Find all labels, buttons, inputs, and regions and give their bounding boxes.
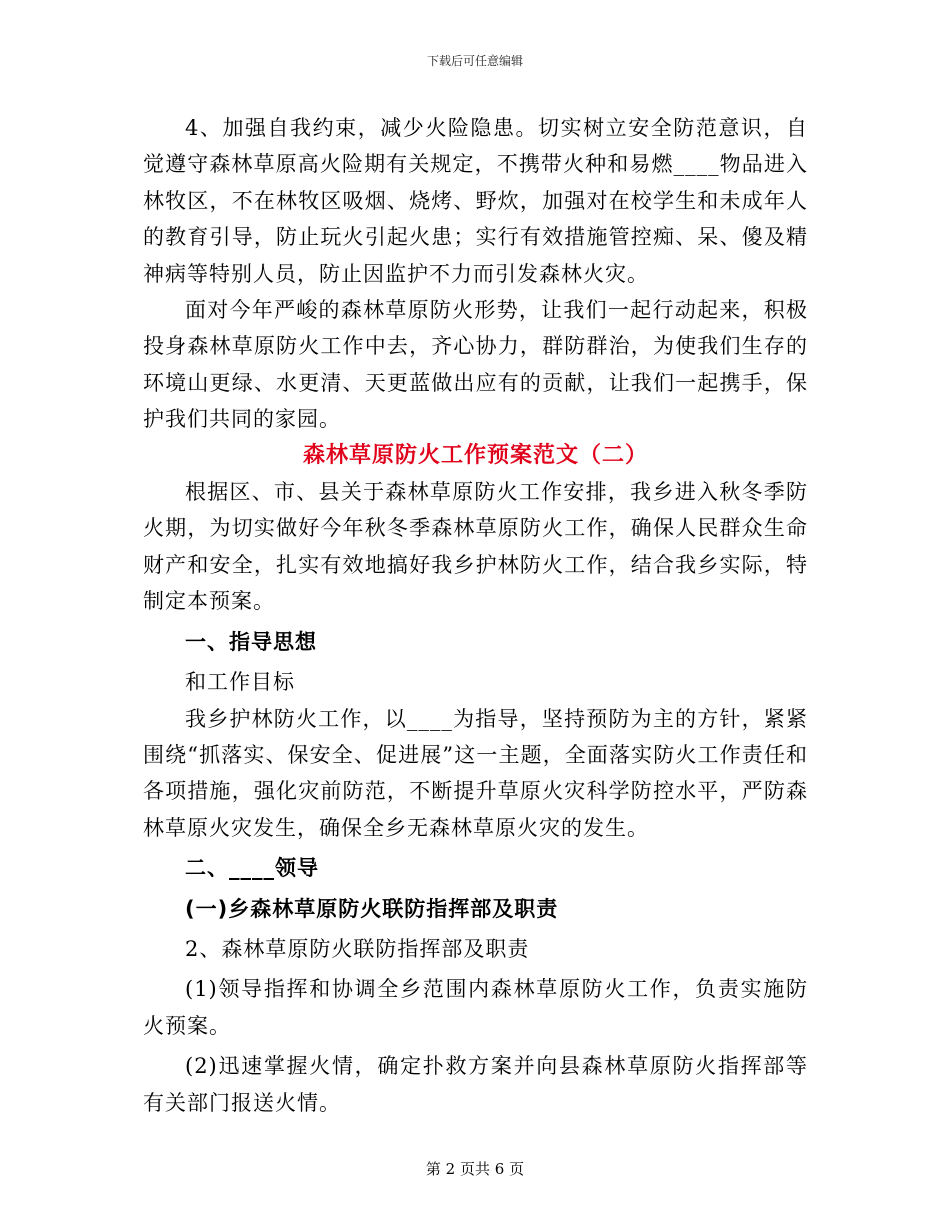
paragraph-command-post-duties: 2、森林草原防火联防指挥部及职责 — [185, 936, 530, 961]
paragraph-duty-2: (2)迅速掌握火情，确定扑救方案并向县森林草原防火指挥部等有关部门报送火情。 — [143, 1054, 808, 1115]
paragraph-self-discipline: 4、加强自我约束，减少火险隐患。切实树立安全防范意识，自觉遵守森林草原高火险期有关规定，不携带火种和易燃____物品进入林牧区，不在林牧区吸烟、烧烤、野炊，加强对在校学生和未成年人的教育引导，防止玩火引起火患；实行有效措施管控痴、呆、傻及精神病等特别人员，防止因监护不力而引发森林火灾。 — [143, 116, 808, 286]
page-number: 第 2 页共 6 页 — [425, 1160, 525, 1178]
section-title: 森林草原防火工作预案范文（二） — [302, 442, 648, 468]
heading-guiding-thought: 一、指导思想 — [185, 629, 317, 654]
heading-command-post: (一)乡森林草原防火联防指挥部及职责 — [185, 896, 559, 921]
paragraph-work-goal: 我乡护林防火工作，以____为指导，坚持预防为主的方针，紧紧围绕“抓落实、保安全、促进展”这一主题，全面落实防火工作责任和各项措施，强化灾前防范，不断提升草原火灾科学防控水平，严防森林草原火灾发生，确保全乡无森林草原火灾的发生。 — [143, 706, 808, 840]
paragraph-call-to-action: 面对今年严峻的森林草原防火形势，让我们一起行动起来，积极投身森林草原防火工作中去，齐心协力，群防群治，为使我们生存的环境山更绿、水更清、天更蓝做出应有的贡献，让我们一起携手，保护我们共同的家园。 — [143, 298, 808, 432]
page-header-note: 下载后可任意编辑 — [426, 54, 523, 68]
heading-leadership: 二、____领导 — [185, 856, 319, 881]
paragraph-work-goal-label: 和工作目标 — [185, 670, 295, 695]
paragraph-intro: 根据区、市、县关于森林草原防火工作安排，我乡进入秋冬季防火期，为切实做好今年秋冬季森林草原防火工作，确保人民群众生命财产和安全，扎实有效地搞好我乡护林防火工作，结合我乡实际，特制定本预案。 — [143, 480, 808, 614]
document-body — [143, 110, 808, 1121]
paragraph-duty-1: (1)领导指挥和协调全乡范围内森林草原防火工作，负责实施防火预案。 — [143, 977, 808, 1038]
